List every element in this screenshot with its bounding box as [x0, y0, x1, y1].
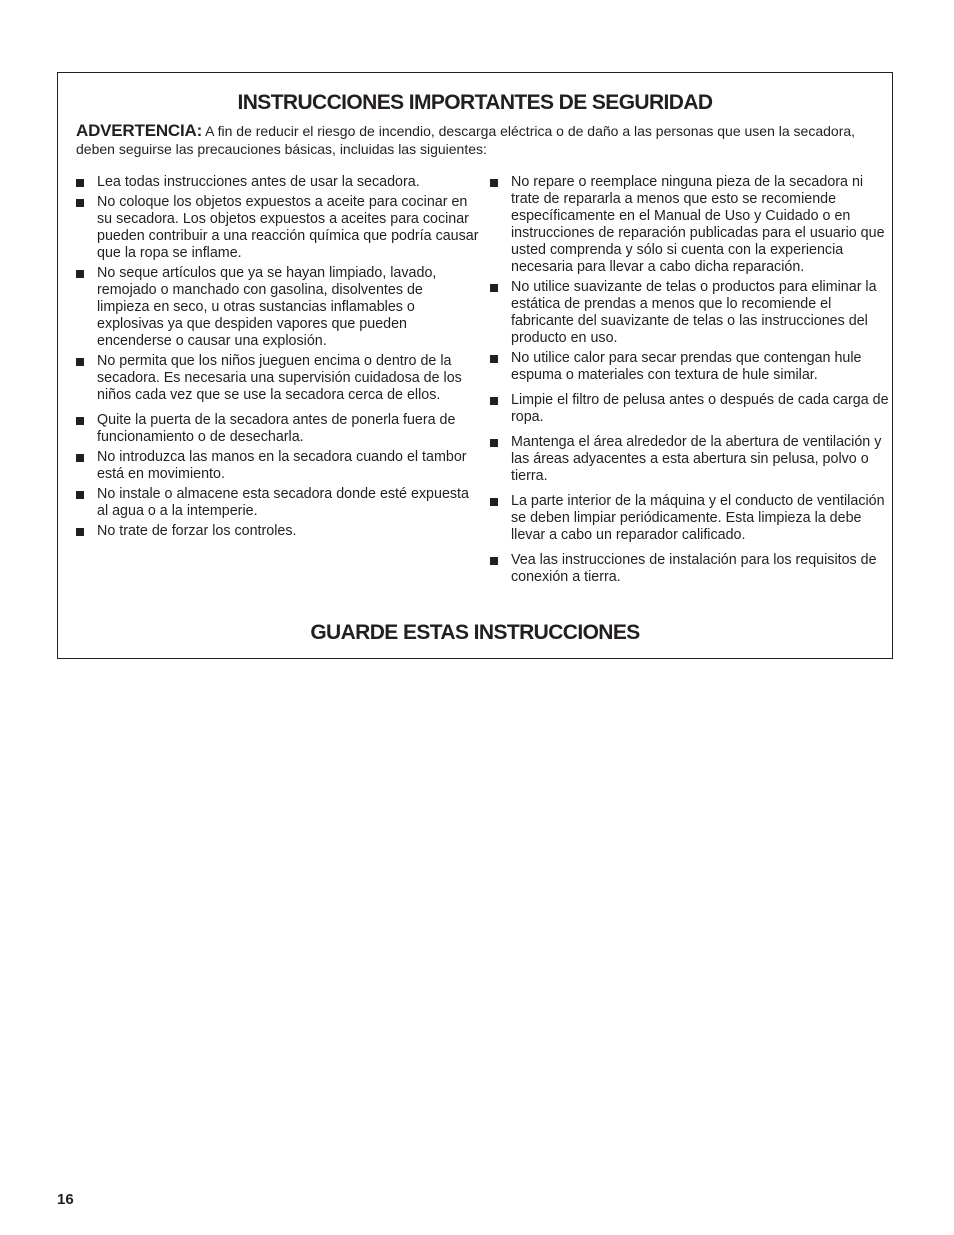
list-item: No introduzca las manos en la secadora cuando el tambor está en movimiento.: [75, 449, 479, 483]
list-item: No repare o reemplace ninguna pieza de la secadora ni trate de repararla a menos que esto se recomiende específicamente en el Manual de Uso y Cuidado o en instrucciones de reparación publicadas para el usuario que usted comprenda y sólo si cuenta con la experiencia necesaria para llevar a cabo dicha reparación.: [489, 174, 889, 276]
list-item: La parte interior de la máquina y el conducto de ventilación se deben limpiar periódicamente. Esta limpieza la debe llevar a cabo un reparador calificado.: [489, 493, 889, 544]
square-bullet-icon: [76, 270, 84, 278]
square-bullet-icon: [490, 179, 498, 187]
list-item: Quite la puerta de la secadora antes de ponerla fuera de funcionamiento o de desecharla.: [75, 412, 479, 446]
warning-paragraph: [76, 122, 876, 158]
list-item: Mantenga el área alrededor de la abertura de ventilación y las áreas adyacentes a esta abertura sin pelusa, polvo o tierra.: [489, 434, 889, 485]
list-item: No utilice calor para secar prendas que contengan hule espuma o materiales con textura de hule similar.: [489, 350, 889, 384]
square-bullet-icon: [490, 397, 498, 405]
list-item: Limpie el filtro de pelusa antes o después de cada carga de ropa.: [489, 392, 889, 426]
list-item: No instale o almacene esta secadora donde esté expuesta al agua o a la intemperie.: [75, 486, 479, 520]
square-bullet-icon: [76, 491, 84, 499]
warning-text: A fin de reducir el riesgo de incendio, descarga eléctrica o de daño a las personas que usen la secadora, deben seguirse las precauciones básicas, incluidas las siguientes:: [76, 123, 856, 157]
page-number: 16: [57, 1191, 74, 1208]
square-bullet-icon: [76, 528, 84, 536]
left-instruction-list: [75, 174, 479, 543]
square-bullet-icon: [76, 417, 84, 425]
list-item: No coloque los objetos expuestos a aceite para cocinar en su secadora. Los objetos expuestos a aceites para cocinar pueden contribuir a una reacción química que podría causar que la ropa se inflame.: [75, 194, 479, 262]
square-bullet-icon: [76, 179, 84, 187]
right-instruction-list: [489, 174, 889, 589]
save-instructions-heading: GUARDE ESTAS INSTRUCCIONES: [310, 621, 640, 644]
square-bullet-icon: [490, 355, 498, 363]
square-bullet-icon: [76, 454, 84, 462]
list-item: No utilice suavizante de telas o productos para eliminar la estática de prendas a menos que lo recomiende el fabricante del suavizante de telas o las instrucciones del producto en uso.: [489, 279, 889, 347]
square-bullet-icon: [490, 498, 498, 506]
safety-instructions-box: [57, 72, 893, 659]
list-item: Lea todas instrucciones antes de usar la secadora.: [75, 174, 479, 191]
list-item: No permita que los niños jueguen encima o dentro de la secadora. Es necesaria una supervisión cuidadosa de los niños cada vez que se use la secadora cerca de ellos.: [75, 353, 479, 404]
square-bullet-icon: [76, 199, 84, 207]
warning-label: ADVERTENCIA:: [76, 121, 203, 140]
list-item: No seque artículos que ya se hayan limpiado, lavado, remojado o manchado con gasolina, disolventes de limpieza en seco, u otras sustancias inflamables o explosivas ya que despiden vapores que pueden encenderse o causar una explosión.: [75, 265, 479, 350]
square-bullet-icon: [490, 439, 498, 447]
list-item: Vea las instrucciones de instalación para los requisitos de conexión a tierra.: [489, 552, 889, 586]
list-item: No trate de forzar los controles.: [75, 523, 479, 540]
square-bullet-icon: [490, 557, 498, 565]
square-bullet-icon: [490, 284, 498, 292]
square-bullet-icon: [76, 358, 84, 366]
safety-title: INSTRUCCIONES IMPORTANTES DE SEGURIDAD: [237, 91, 713, 114]
